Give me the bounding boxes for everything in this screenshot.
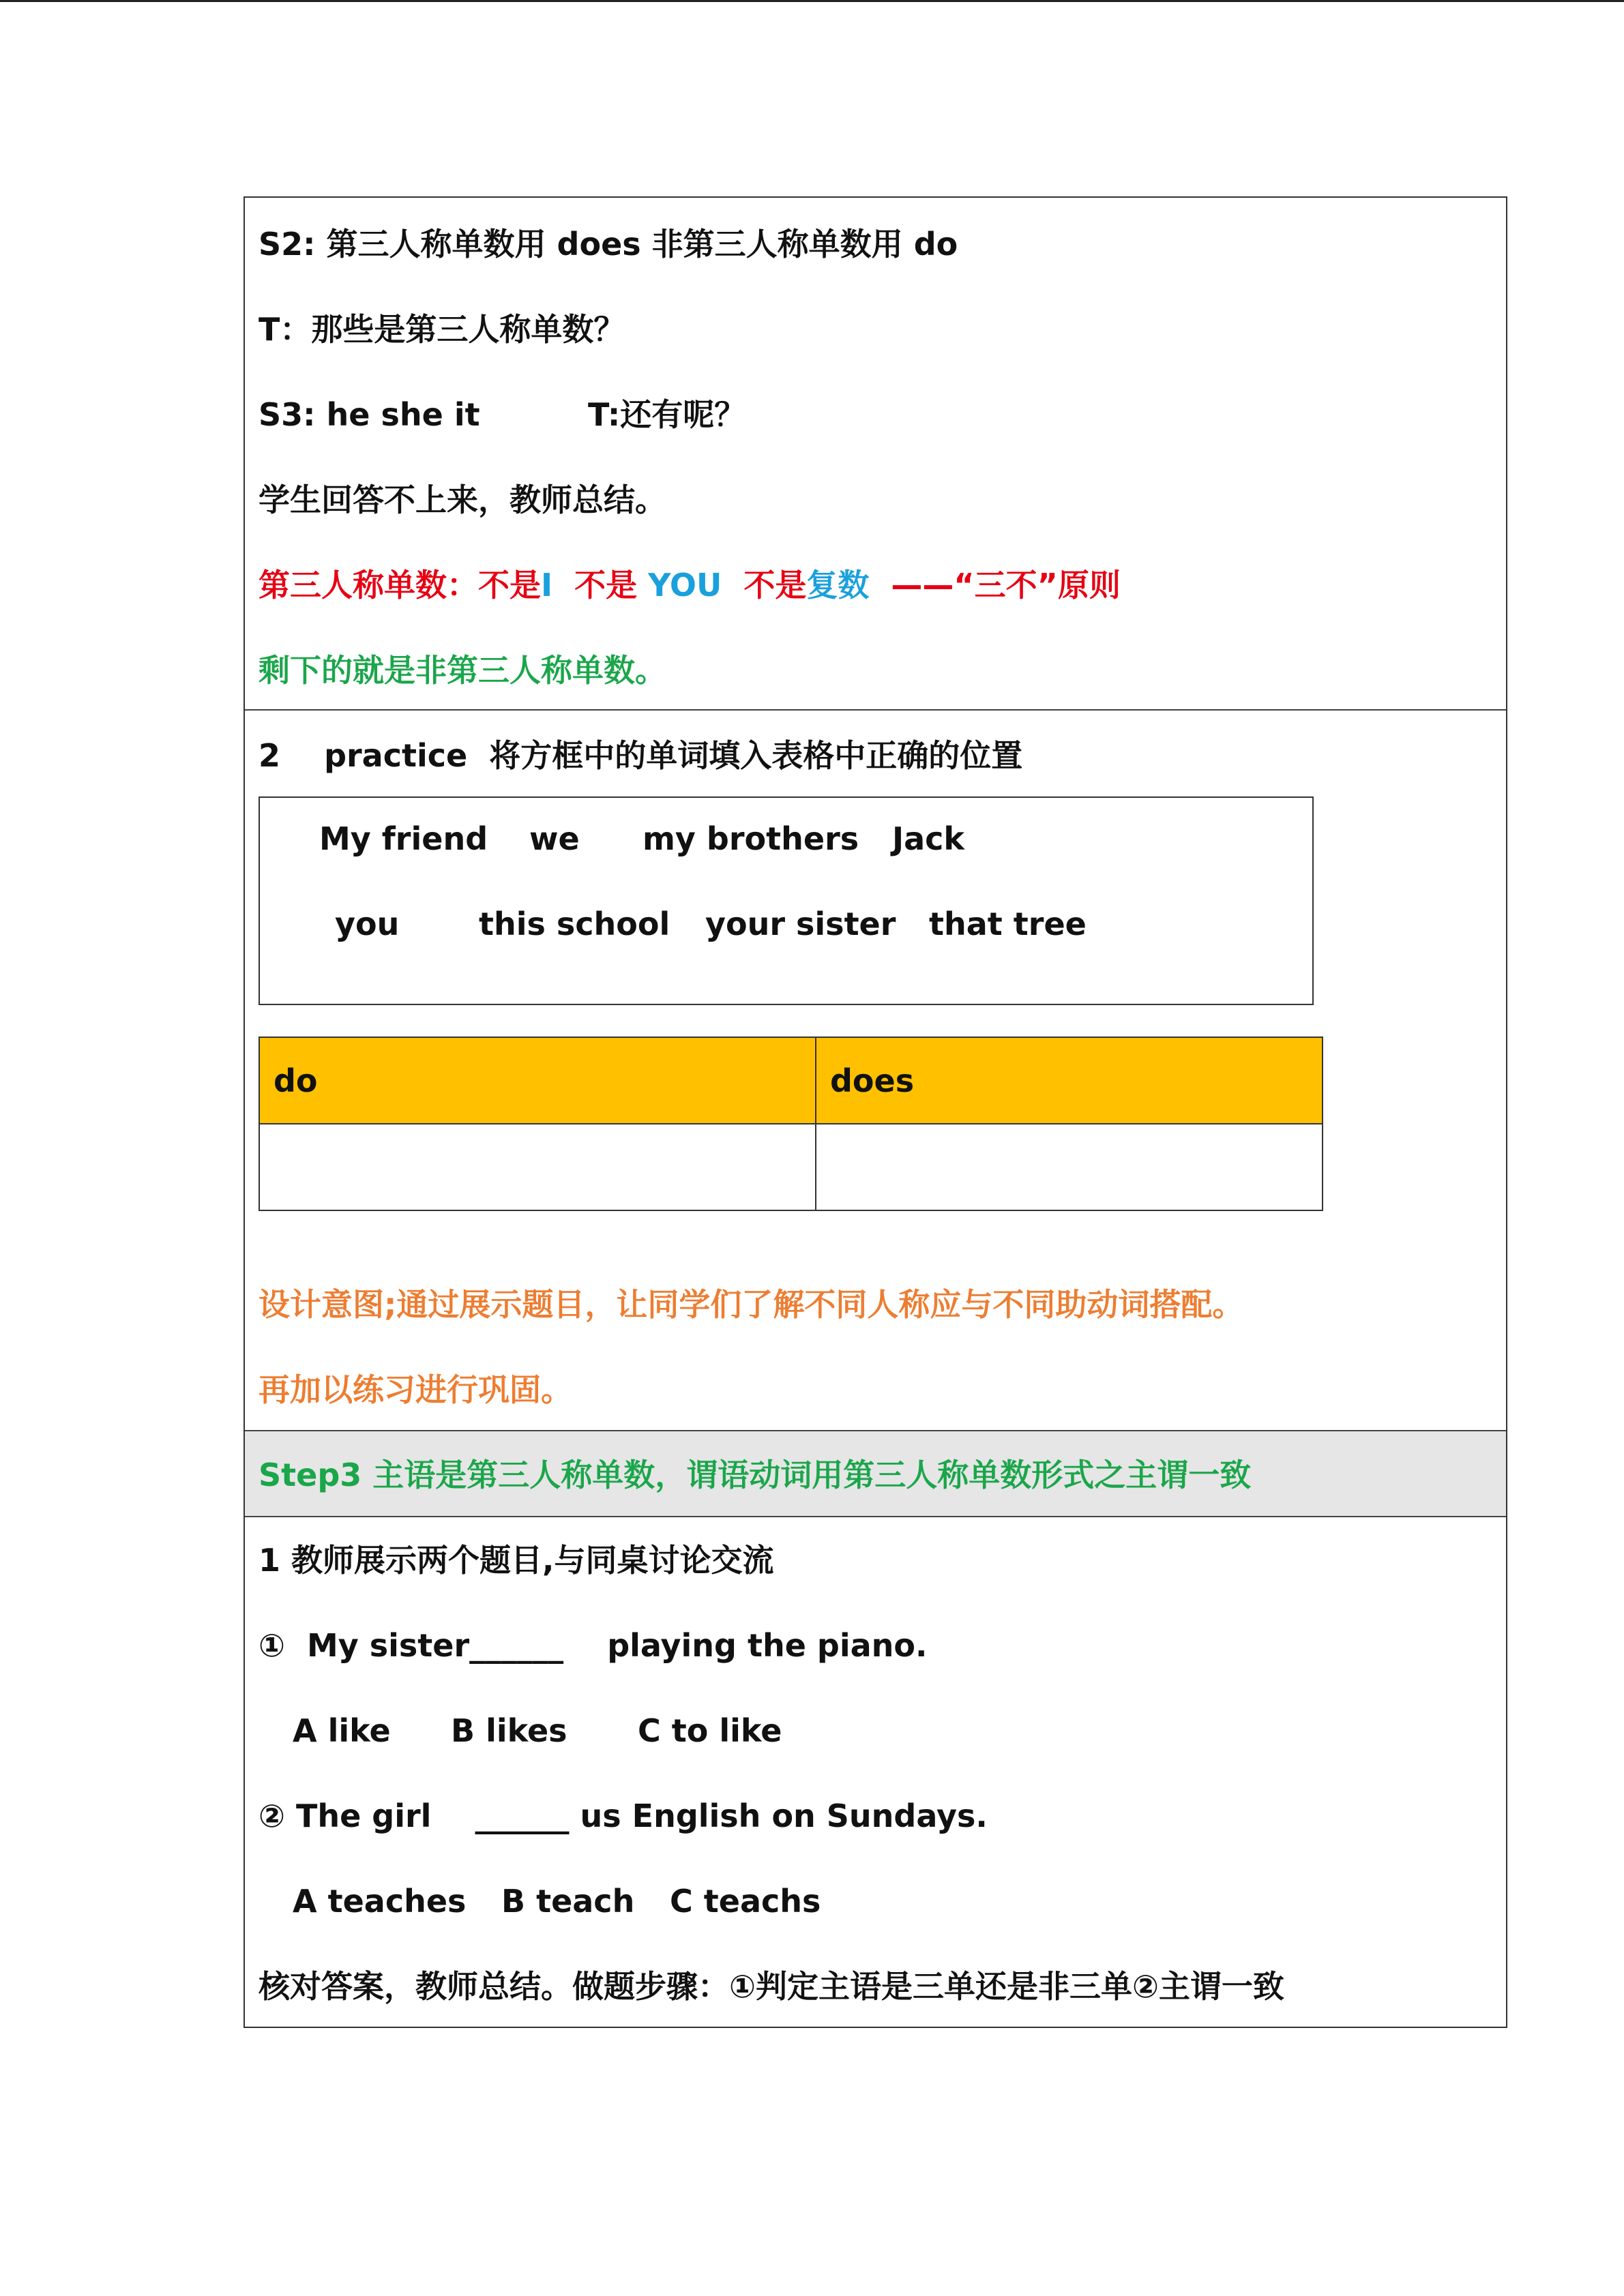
dialogue-t-followup: T:还有呢？ <box>588 396 746 433</box>
word-you: you <box>335 906 400 942</box>
design-intent: 设计意图;通过展示题目，让同学们了解不同人称应与不同助动词搭配。 <box>259 1286 1244 1323</box>
rule-part-7: ——“三不”原则 <box>869 567 1121 603</box>
word-jack: Jack <box>892 820 965 857</box>
q2-option-a: A teaches <box>293 1883 467 1920</box>
q1-option-b: B likes <box>451 1712 567 1749</box>
header-does: does <box>830 1062 915 1099</box>
header-does-cell <box>816 1038 1322 1124</box>
word-my-friend: My friend <box>319 820 488 857</box>
dialogue-t: T：那些是第三人称单数？ <box>259 311 625 348</box>
header-do: do <box>274 1062 318 1099</box>
rule-part-3: 不是 <box>552 567 649 603</box>
three-no-rule <box>259 565 1121 606</box>
q1-option-a: A like <box>293 1712 391 1749</box>
answer-cell-does[interactable] <box>816 1124 1322 1210</box>
q2-option-b: B teach <box>501 1883 635 1920</box>
teacher-summary-note: 学生回答不上来，教师总结。 <box>259 481 666 518</box>
step3-intro: 1 教师展示两个题目,与同桌讨论交流 <box>259 1542 774 1579</box>
rule-part-1: 第三人称单数：不是 <box>259 567 541 603</box>
table-column-divider <box>815 1038 816 1210</box>
rule-part-i: I <box>541 567 553 603</box>
dialogue-s3: S3: he she it <box>259 396 480 433</box>
word-box <box>259 796 1314 1005</box>
word-my-brothers: my brothers <box>643 820 859 857</box>
sorting-table <box>259 1037 1323 1211</box>
answer-cell-do[interactable] <box>260 1124 815 1210</box>
q1-option-c: C to like <box>638 1712 782 1749</box>
q2-option-c: C teachs <box>670 1883 821 1920</box>
reinforce-note: 再加以练习进行巩固。 <box>259 1371 572 1408</box>
row-divider <box>245 1516 1506 1517</box>
word-we: we <box>529 820 580 857</box>
question-1: ① My sister______ playing the piano. <box>259 1627 928 1664</box>
lesson-plan-table <box>243 196 1507 2028</box>
rule-part-5: 不是 <box>722 567 807 603</box>
practice-heading: 2 practice 将方框中的单词填入表格中正确的位置 <box>259 737 1023 774</box>
word-this-school: this school <box>479 906 670 942</box>
question-2: ② The girl ______ us English on Sundays. <box>259 1798 988 1834</box>
rule-part-plural: 复数 <box>806 567 870 603</box>
table-row-divider <box>260 1123 1322 1124</box>
header-do-cell <box>260 1038 815 1124</box>
rule-part-you: YOU <box>648 567 722 603</box>
remaining-rule: 剩下的就是非第三人称单数。 <box>259 652 666 689</box>
top-border-line <box>0 0 1624 2</box>
word-your-sister: your sister <box>705 906 896 942</box>
row-divider <box>245 709 1506 711</box>
conclusion: 核对答案，教师总结。做题步骤：①判定主语是三单还是非三单②主谓一致 <box>259 1968 1284 2005</box>
dialogue-s2: S2: 第三人称单数用 does 非第三人称单数用 do <box>259 226 958 263</box>
word-that-tree: that tree <box>929 906 1087 942</box>
step3-heading: Step3 主语是第三人称单数，谓语动词用第三人称单数形式之主谓一致 <box>259 1457 1252 1493</box>
